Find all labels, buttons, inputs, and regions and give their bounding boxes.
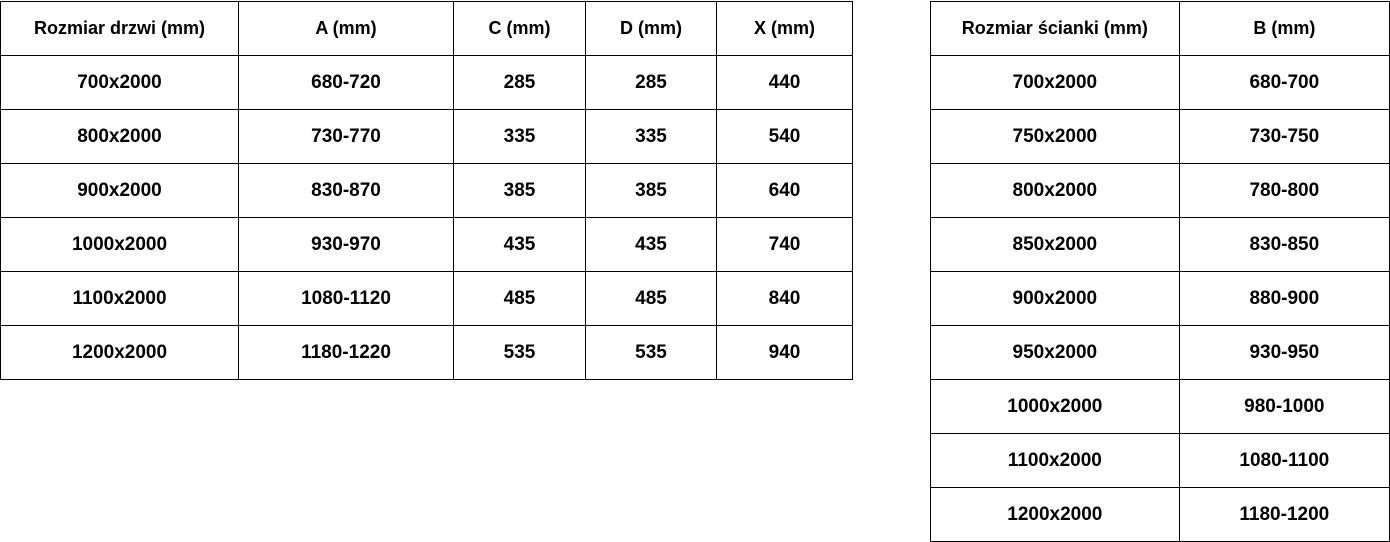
doors-size-table (0, 1, 853, 380)
cell-c: 435 (454, 218, 586, 272)
cell-c: 535 (454, 326, 586, 380)
cell-b: 830-850 (1179, 218, 1389, 272)
column-header-b: B (mm) (1179, 2, 1389, 56)
cell-wall-size: 800x2000 (931, 164, 1180, 218)
cell-wall-size: 850x2000 (931, 218, 1180, 272)
table-row (931, 380, 1390, 434)
cell-a: 1180-1220 (239, 326, 454, 380)
table-row (931, 218, 1390, 272)
cell-wall-size: 1000x2000 (931, 380, 1180, 434)
cell-x: 840 (717, 272, 853, 326)
column-header-x: X (mm) (717, 2, 853, 56)
table-row (1, 164, 853, 218)
cell-b: 680-700 (1179, 56, 1389, 110)
cell-wall-size: 750x2000 (931, 110, 1180, 164)
cell-c: 285 (454, 56, 586, 110)
cell-c: 485 (454, 272, 586, 326)
cell-wall-size: 950x2000 (931, 326, 1180, 380)
wall-size-table (930, 1, 1390, 542)
cell-door-size: 1200x2000 (1, 326, 239, 380)
cell-wall-size: 900x2000 (931, 272, 1180, 326)
cell-b: 780-800 (1179, 164, 1389, 218)
cell-a: 830-870 (239, 164, 454, 218)
cell-c: 335 (454, 110, 586, 164)
table-row (1, 56, 853, 110)
table-header-row (931, 2, 1390, 56)
cell-door-size: 800x2000 (1, 110, 239, 164)
table-row (931, 326, 1390, 380)
cell-x: 640 (717, 164, 853, 218)
table-row (931, 56, 1390, 110)
cell-d: 435 (586, 218, 717, 272)
cell-b: 980-1000 (1179, 380, 1389, 434)
column-header-a: A (mm) (239, 2, 454, 56)
table-row (1, 326, 853, 380)
cell-door-size: 1000x2000 (1, 218, 239, 272)
column-header-d: D (mm) (586, 2, 717, 56)
cell-d: 335 (586, 110, 717, 164)
cell-door-size: 900x2000 (1, 164, 239, 218)
table-header-row (1, 2, 853, 56)
cell-d: 535 (586, 326, 717, 380)
cell-d: 285 (586, 56, 717, 110)
cell-b: 880-900 (1179, 272, 1389, 326)
column-header-wall-size: Rozmiar ścianki (mm) (931, 2, 1180, 56)
column-header-c: C (mm) (454, 2, 586, 56)
cell-a: 930-970 (239, 218, 454, 272)
cell-x: 540 (717, 110, 853, 164)
table-row (1, 218, 853, 272)
column-header-door-size: Rozmiar drzwi (mm) (1, 2, 239, 56)
cell-wall-size: 700x2000 (931, 56, 1180, 110)
cell-b: 1180-1200 (1179, 488, 1389, 542)
cell-door-size: 1100x2000 (1, 272, 239, 326)
cell-x: 940 (717, 326, 853, 380)
cell-c: 385 (454, 164, 586, 218)
table-row (1, 272, 853, 326)
table-row (931, 434, 1390, 488)
table-row (931, 488, 1390, 542)
cell-b: 930-950 (1179, 326, 1389, 380)
cell-a: 730-770 (239, 110, 454, 164)
cell-x: 740 (717, 218, 853, 272)
cell-a: 1080-1120 (239, 272, 454, 326)
table-row (931, 110, 1390, 164)
cell-wall-size: 1100x2000 (931, 434, 1180, 488)
cell-d: 485 (586, 272, 717, 326)
cell-x: 440 (717, 56, 853, 110)
cell-b: 730-750 (1179, 110, 1389, 164)
cell-wall-size: 1200x2000 (931, 488, 1180, 542)
table-row (931, 164, 1390, 218)
cell-a: 680-720 (239, 56, 454, 110)
table-row (931, 272, 1390, 326)
table-row (1, 110, 853, 164)
cell-d: 385 (586, 164, 717, 218)
cell-door-size: 700x2000 (1, 56, 239, 110)
cell-b: 1080-1100 (1179, 434, 1389, 488)
